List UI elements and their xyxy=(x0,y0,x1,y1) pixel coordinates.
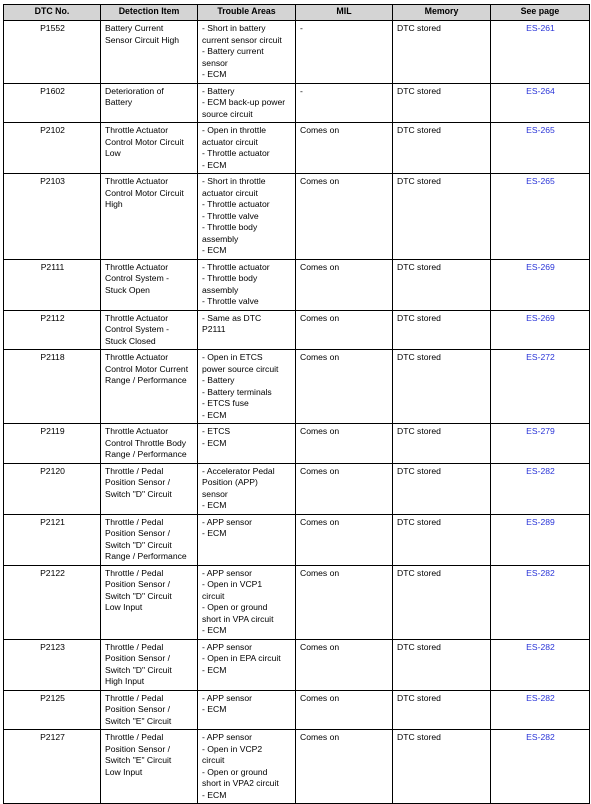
detection-item-line: Range / Performance xyxy=(105,449,187,459)
header-trouble-areas: Trouble Areas xyxy=(198,5,296,21)
see-page-cell xyxy=(491,639,590,690)
header-see-page: See page xyxy=(491,5,590,21)
trouble-areas-cell xyxy=(198,463,296,514)
see-page-link[interactable]: ES-265 xyxy=(526,125,555,135)
detection-item-line: Range / Performance xyxy=(105,551,187,561)
mil-status: Comes on xyxy=(300,352,340,362)
mil-cell xyxy=(296,123,393,174)
memory-status: DTC stored xyxy=(397,641,441,652)
trouble-area-line: - ECM xyxy=(202,528,227,538)
memory-status: DTC stored xyxy=(397,567,441,578)
dtc-code-cell xyxy=(4,21,101,84)
trouble-area-line: - Open in ETCS xyxy=(202,352,263,362)
trouble-area-line: - Throttle actuator xyxy=(202,199,270,209)
dtc-code: P2120 xyxy=(40,465,65,476)
trouble-area-line: - APP sensor xyxy=(202,692,252,703)
trouble-areas-cell xyxy=(198,514,296,565)
detection-item-line: Position Sensor / xyxy=(105,743,170,754)
detection-item-line: Throttle / Pedal xyxy=(105,567,164,578)
detection-item-cell xyxy=(101,83,198,123)
detection-item-line: Control Throttle Body xyxy=(105,437,187,448)
trouble-areas-cell xyxy=(198,424,296,464)
dtc-table xyxy=(3,4,590,804)
table-row xyxy=(4,730,590,804)
see-page-link[interactable]: ES-269 xyxy=(526,312,555,323)
trouble-area-line: power source circuit xyxy=(202,363,279,374)
mil-cell xyxy=(296,21,393,84)
detection-item-cell xyxy=(101,123,198,174)
memory-status: DTC stored xyxy=(397,692,441,703)
mil-status: Comes on xyxy=(300,516,340,527)
table-row xyxy=(4,174,590,260)
dtc-code: P2102 xyxy=(40,125,65,135)
table-row xyxy=(4,310,590,350)
detection-item-cell xyxy=(101,21,198,84)
trouble-areas-cell xyxy=(198,123,296,174)
see-page-cell xyxy=(491,565,590,639)
trouble-area-line: actuator circuit xyxy=(202,187,258,198)
detection-item-line: Throttle Actuator xyxy=(105,261,169,272)
see-page-cell xyxy=(491,463,590,514)
trouble-area-line: - ECM xyxy=(202,789,227,800)
memory-cell xyxy=(393,514,491,565)
mil-cell xyxy=(296,565,393,639)
see-page-link[interactable]: ES-282 xyxy=(526,465,555,476)
table-row xyxy=(4,565,590,639)
mil-status: Comes on xyxy=(300,692,340,703)
trouble-area-line: - ETCS xyxy=(202,426,231,436)
see-page-cell xyxy=(491,21,590,84)
mil-status: Comes on xyxy=(300,176,340,186)
detection-item-line: Battery xyxy=(105,97,133,107)
table-row xyxy=(4,639,590,690)
trouble-area-line: - Throttle body xyxy=(202,222,258,232)
trouble-area-line: - Throttle actuator xyxy=(202,261,270,272)
dtc-code-cell xyxy=(4,310,101,350)
trouble-area-line: - ECM xyxy=(202,409,227,420)
memory-cell xyxy=(393,174,491,260)
detection-item-line: Deterioration of xyxy=(105,85,164,96)
trouble-areas-cell xyxy=(198,83,296,123)
trouble-area-line: - ECM xyxy=(202,245,227,255)
trouble-area-line: sensor xyxy=(202,57,228,68)
dtc-code-cell xyxy=(4,514,101,565)
memory-status: DTC stored xyxy=(397,85,441,96)
trouble-areas-cell xyxy=(198,21,296,84)
trouble-area-line: short in VPA circuit xyxy=(202,613,274,624)
detection-item-line: Switch "D" Circuit xyxy=(105,664,172,675)
trouble-area-line: - ECM xyxy=(202,625,227,635)
table-row xyxy=(4,424,590,464)
mil-status: Comes on xyxy=(300,426,340,436)
see-page-link[interactable]: ES-282 xyxy=(526,692,555,703)
mil-cell xyxy=(296,463,393,514)
memory-cell xyxy=(393,350,491,424)
detection-item-cell xyxy=(101,565,198,639)
trouble-area-line: - Battery current xyxy=(202,46,264,56)
trouble-area-line: - ECM xyxy=(202,69,227,79)
detection-item-line: Switch "D" Circuit xyxy=(105,539,172,550)
trouble-area-line: - ECM xyxy=(202,704,227,714)
mil-cell xyxy=(296,310,393,350)
detection-item-cell xyxy=(101,690,198,730)
trouble-areas-cell xyxy=(198,259,296,310)
memory-cell xyxy=(393,21,491,84)
table-row xyxy=(4,259,590,310)
memory-status: DTC stored xyxy=(397,426,441,436)
detection-item-line: High xyxy=(105,199,123,209)
detection-item-line: Position Sensor / xyxy=(105,704,170,714)
trouble-area-line: P2111 xyxy=(202,324,226,334)
detection-item-line: Low Input xyxy=(105,766,143,777)
trouble-area-line: - APP sensor xyxy=(202,567,252,578)
memory-status: DTC stored xyxy=(397,312,441,323)
memory-status: DTC stored xyxy=(397,125,441,135)
header-detection-item: Detection Item xyxy=(101,5,198,21)
table-row xyxy=(4,350,590,424)
trouble-area-line: actuator circuit xyxy=(202,136,258,147)
trouble-area-line: - ECM xyxy=(202,664,227,675)
detection-item-line: Throttle Actuator xyxy=(105,176,169,186)
detection-item-line: Position Sensor / xyxy=(105,653,170,663)
table-row xyxy=(4,83,590,123)
mil-status: - xyxy=(300,23,303,33)
detection-item-line: Control Motor Current xyxy=(105,363,189,374)
mil-status: - xyxy=(300,85,303,96)
memory-cell xyxy=(393,424,491,464)
mil-cell xyxy=(296,639,393,690)
table-row xyxy=(4,21,590,84)
dtc-code: P1602 xyxy=(40,85,65,96)
see-page-cell xyxy=(491,350,590,424)
mil-status: Comes on xyxy=(300,641,340,652)
trouble-area-line: - Battery xyxy=(202,375,235,385)
trouble-area-line: assembly xyxy=(202,284,239,295)
memory-cell xyxy=(393,639,491,690)
detection-item-cell xyxy=(101,730,198,804)
detection-item-line: Switch "E" Circuit xyxy=(105,715,172,726)
detection-item-cell xyxy=(101,639,198,690)
detection-item-line: Position Sensor / xyxy=(105,477,170,487)
memory-cell xyxy=(393,310,491,350)
memory-status: DTC stored xyxy=(397,352,441,362)
see-page-cell xyxy=(491,83,590,123)
detection-item-line: Throttle Actuator xyxy=(105,426,169,436)
trouble-area-line: - ECM xyxy=(202,437,227,448)
detection-item-line: Control Motor Circuit xyxy=(105,187,184,198)
detection-item-line: Low Input xyxy=(105,602,143,612)
mil-cell xyxy=(296,514,393,565)
dtc-code-cell xyxy=(4,259,101,310)
detection-item-line: Stuck Open xyxy=(105,284,150,295)
trouble-area-line: - APP sensor xyxy=(202,732,252,742)
trouble-area-line: Position (APP) xyxy=(202,477,258,487)
see-page-cell xyxy=(491,690,590,730)
trouble-area-line: - Same as DTC xyxy=(202,312,262,323)
dtc-code: P2112 xyxy=(40,312,65,323)
mil-cell xyxy=(296,350,393,424)
see-page-cell xyxy=(491,174,590,260)
mil-cell xyxy=(296,690,393,730)
table-row xyxy=(4,463,590,514)
mil-cell xyxy=(296,730,393,804)
trouble-areas-cell xyxy=(198,565,296,639)
mil-status: Comes on xyxy=(300,567,340,578)
dtc-code: P2123 xyxy=(40,641,65,652)
trouble-area-line: - Open in throttle xyxy=(202,125,267,135)
trouble-area-line: circuit xyxy=(202,755,225,765)
see-page-cell xyxy=(491,730,590,804)
memory-status: DTC stored xyxy=(397,176,441,186)
trouble-area-line: short in VPA2 circuit xyxy=(202,778,279,788)
mil-status: Comes on xyxy=(300,732,340,742)
trouble-area-line: - Throttle body xyxy=(202,273,258,283)
detection-item-line: Throttle / Pedal xyxy=(105,465,164,476)
see-page-cell xyxy=(491,259,590,310)
dtc-code-cell xyxy=(4,690,101,730)
trouble-area-line: - ECM xyxy=(202,500,227,510)
see-page-link[interactable]: ES-264 xyxy=(526,85,555,96)
table-header-row xyxy=(4,5,590,21)
see-page-link[interactable]: ES-261 xyxy=(526,23,555,33)
mil-status: Comes on xyxy=(300,125,340,135)
memory-cell xyxy=(393,83,491,123)
dtc-code: P2119 xyxy=(40,426,65,436)
memory-cell xyxy=(393,259,491,310)
trouble-area-line: - Throttle valve xyxy=(202,210,259,221)
memory-status: DTC stored xyxy=(397,465,441,476)
trouble-area-line: - Open in VCP1 xyxy=(202,579,263,589)
trouble-area-line: - APP sensor xyxy=(202,641,252,652)
see-page-link[interactable]: ES-279 xyxy=(526,426,555,436)
trouble-area-line: - Short in battery xyxy=(202,23,266,33)
dtc-code: P2103 xyxy=(40,176,65,186)
detection-item-line: Sensor Circuit High xyxy=(105,34,180,45)
mil-cell xyxy=(296,424,393,464)
detection-item-line: Switch "D" Circuit xyxy=(105,590,172,601)
detection-item-line: Throttle / Pedal xyxy=(105,732,164,742)
see-page-link[interactable]: ES-265 xyxy=(526,176,555,186)
dtc-code: P2122 xyxy=(40,567,65,578)
detection-item-cell xyxy=(101,259,198,310)
trouble-areas-cell xyxy=(198,174,296,260)
see-page-link[interactable]: ES-282 xyxy=(526,732,555,742)
detection-item-cell xyxy=(101,514,198,565)
detection-item-line: Position Sensor / xyxy=(105,579,170,589)
see-page-link[interactable]: ES-269 xyxy=(526,261,555,272)
trouble-area-line: - ECM xyxy=(202,159,227,170)
mil-cell xyxy=(296,83,393,123)
memory-cell xyxy=(393,123,491,174)
dtc-code: P2125 xyxy=(40,692,65,703)
detection-item-line: Switch "E" Circuit xyxy=(105,755,172,765)
detection-item-cell xyxy=(101,350,198,424)
trouble-area-line: assembly xyxy=(202,233,239,244)
mil-status: Comes on xyxy=(300,465,340,476)
trouble-area-line: - Battery terminals xyxy=(202,386,272,397)
dtc-code: P2111 xyxy=(40,261,65,272)
dtc-code-cell xyxy=(4,463,101,514)
trouble-area-line: - APP sensor xyxy=(202,516,252,527)
trouble-areas-cell xyxy=(198,690,296,730)
dtc-code-cell xyxy=(4,565,101,639)
see-page-cell xyxy=(491,310,590,350)
trouble-area-line: - Battery xyxy=(202,85,235,96)
detection-item-line: Throttle / Pedal xyxy=(105,641,164,652)
memory-status: DTC stored xyxy=(397,732,441,742)
detection-item-line: Throttle / Pedal xyxy=(105,516,164,527)
memory-cell xyxy=(393,730,491,804)
mil-cell xyxy=(296,259,393,310)
dtc-code-cell xyxy=(4,174,101,260)
see-page-cell xyxy=(491,123,590,174)
trouble-area-line: - ECM back-up power xyxy=(202,97,286,107)
see-page-link[interactable]: ES-289 xyxy=(526,516,555,527)
detection-item-cell xyxy=(101,424,198,464)
table-row xyxy=(4,123,590,174)
memory-status: DTC stored xyxy=(397,516,441,527)
mil-cell xyxy=(296,174,393,260)
trouble-areas-cell xyxy=(198,310,296,350)
trouble-area-line: current sensor circuit xyxy=(202,34,282,45)
detection-item-line: High Input xyxy=(105,676,145,686)
dtc-code-cell xyxy=(4,350,101,424)
dtc-code: P1552 xyxy=(40,23,65,33)
trouble-area-line: - Short in throttle xyxy=(202,176,266,186)
dtc-code-cell xyxy=(4,730,101,804)
detection-item-cell xyxy=(101,174,198,260)
detection-item-line: Throttle Actuator xyxy=(105,352,169,362)
trouble-area-line: - ETCS fuse xyxy=(202,398,249,408)
trouble-area-line: source circuit xyxy=(202,108,253,119)
detection-item-line: Battery Current xyxy=(105,23,164,33)
see-page-link[interactable]: ES-282 xyxy=(526,567,555,578)
header-memory: Memory xyxy=(393,5,491,21)
dtc-code-cell xyxy=(4,83,101,123)
memory-status: DTC stored xyxy=(397,261,441,272)
trouble-area-line: - Open in VCP2 xyxy=(202,743,263,754)
trouble-area-line: - Open or ground xyxy=(202,602,268,612)
memory-cell xyxy=(393,463,491,514)
detection-item-line: Range / Performance xyxy=(105,375,187,385)
detection-item-line: Throttle Actuator xyxy=(105,125,169,135)
trouble-areas-cell xyxy=(198,639,296,690)
header-dtc-no: DTC No. xyxy=(4,5,101,21)
dtc-code: P2121 xyxy=(40,516,65,527)
see-page-cell xyxy=(491,424,590,464)
trouble-area-line: - Throttle actuator xyxy=(202,148,270,158)
trouble-areas-cell xyxy=(198,730,296,804)
trouble-area-line: - Open in EPA circuit xyxy=(202,653,281,663)
detection-item-line: Throttle Actuator xyxy=(105,312,169,323)
dtc-code-cell xyxy=(4,424,101,464)
header-mil: MIL xyxy=(296,5,393,21)
dtc-code-cell xyxy=(4,639,101,690)
memory-cell xyxy=(393,565,491,639)
trouble-area-line: - Open or ground xyxy=(202,766,268,777)
see-page-cell xyxy=(491,514,590,565)
table-row xyxy=(4,690,590,730)
memory-status: DTC stored xyxy=(397,23,441,33)
detection-item-line: Control System - xyxy=(105,273,169,283)
detection-item-cell xyxy=(101,463,198,514)
memory-cell xyxy=(393,690,491,730)
detection-item-line: Stuck Closed xyxy=(105,335,156,346)
trouble-area-line: - Throttle valve xyxy=(202,296,259,306)
trouble-area-line: circuit xyxy=(202,590,225,601)
dtc-code: P2127 xyxy=(40,732,65,742)
table-body xyxy=(4,21,590,804)
trouble-area-line: sensor xyxy=(202,488,228,499)
trouble-area-line: - Accelerator Pedal xyxy=(202,465,275,476)
detection-item-cell xyxy=(101,310,198,350)
mil-status: Comes on xyxy=(300,312,340,323)
detection-item-line: Control Motor Circuit xyxy=(105,136,184,147)
mil-status: Comes on xyxy=(300,261,340,272)
detection-item-line: Throttle / Pedal xyxy=(105,692,164,703)
dtc-code-cell xyxy=(4,123,101,174)
detection-item-line: Control System - xyxy=(105,324,169,334)
see-page-link[interactable]: ES-272 xyxy=(526,352,555,362)
trouble-areas-cell xyxy=(198,350,296,424)
see-page-link[interactable]: ES-282 xyxy=(526,641,555,652)
detection-item-line: Switch "D" Circuit xyxy=(105,488,172,499)
detection-item-line: Position Sensor / xyxy=(105,528,170,538)
table-row xyxy=(4,514,590,565)
dtc-code: P2118 xyxy=(40,352,65,362)
detection-item-line: Low xyxy=(105,148,121,158)
